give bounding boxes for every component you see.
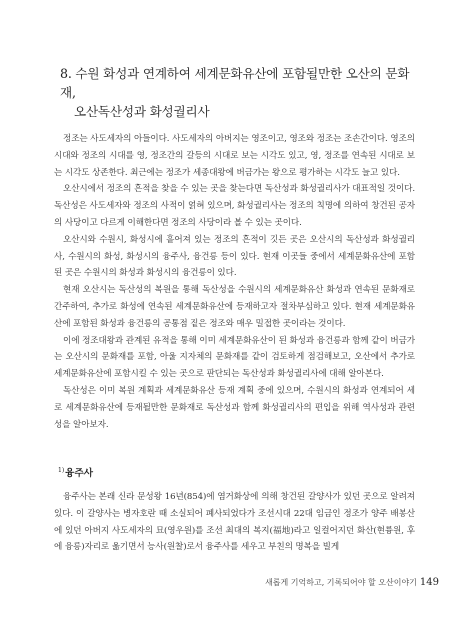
- paragraph: 현재 오산시는 독산성의 복원을 통해 독산성을 수원시의 세계문화유산 화성과 연속된 문화재로 간주하여, 추가로 화성에 연속된 세계문화유산에 등재하고자 절차부심하고 있다. 현재 세계문화유산에 포함된 화성과 융건릉의 공통점 짙은 정조와 매우 밀접한 곳이라는 것이다.: [54, 285, 415, 329]
- footnote-marker: 1): [58, 466, 65, 474]
- subsection-body-text: [54, 489, 415, 556]
- body-text: [54, 131, 415, 433]
- subsection-title: 융주사: [65, 468, 93, 479]
- subsection-heading: [58, 465, 93, 479]
- paragraph: 독산성은 이미 복원 계획과 세계문화유산 등재 계획 중에 있으며, 수원시의 화성과 연계되어 세로 세계문화유산에 등재될만한 문화재로 독산성과 함께 화성궐리사의 편입을 위해 역사성과 관련성을 알아보자.: [54, 385, 415, 430]
- section-heading-line-2: 오산독산성과 화성궐리사: [74, 104, 210, 119]
- section-heading-line-1: 8. 수원 화성과 연계하여 세계문화유산에 포함될만한 오산의 문화재,: [60, 66, 410, 100]
- page-footer: [265, 577, 439, 588]
- page-number: 149: [419, 577, 439, 588]
- section-heading: [60, 64, 420, 121]
- paragraph: 오산시와 수원시, 화성시에 흩어져 있는 정조의 흔적이 깃든 곳은 오산시의 독산성과 화성궐리사, 수원시의 화성, 화성시의 융주사, 융건릉 등이 있다. 현재 이곳들 중에서 세계문화유산에 포함된 곳은 수원시의 화성과 화성시의 융건릉이 있다.: [54, 234, 415, 279]
- paragraph: 정조는 사도세자의 아들이다. 사도세자의 아버지는 영조이고, 영조와 정조는 조손간이다. 영조의 시대와 정조의 시대를 영, 정조간의 갈등의 시대로 보는 시각도 있고, 영, 정조를 연속된 시대로 보는 시각도 상존한다. 최근에는 정조가 세종대왕에 버금가는 왕으로 평가하는 시각도 늘고 있다.: [54, 134, 415, 178]
- paragraph: 융주사는 본래 신라 문성왕 16년(854)에 염거화상에 의해 창건된 갈양사가 있던 곳으로 알려져 있다. 이 갈양사는 병자호란 때 소실되어 폐사되었다가 조선시대 22대 임금인 정조가 양주 배봉산에 있던 아버지 사도세자의 묘(영우원)를 조선 최대의 복지(福地)라고 일컬어지던 화산(현륭원, 후에 융릉)자리로 옮기면서 능사(원찰)로서 융주사를 세우고 부친의 명복을 빌게: [54, 492, 415, 553]
- running-title: 새롭게 기억하고, 기록되어야 할 오산이야기: [265, 578, 417, 587]
- paragraph: 오산시에서 정조의 흔적을 찾을 수 있는 곳을 찾는다면 독산성과 화성궐리사가 대표적일 것이다. 독산성은 사도세자와 정조의 사적이 얽혀 있으며, 화성궐리사는 정조의 칙명에 의하여 창건된 공자의 사당이고 다르게 이해한다면 정조의 사당이라 볼 수 있는 곳이다.: [54, 184, 415, 228]
- paragraph: 이에 정조대왕과 관계된 유적을 통해 이미 세계문화유산이 된 화성과 융건릉과 함께 같이 버금가는 오산시의 문화재를 포함, 아울 지자체의 문화재를 같이 검토하게 점검해보고, 오산에서 추가로 세계문화유산에 포함시킬 수 있는 곳으로 판단되는 독산성과 화성궐리사에 대해 알아본다.: [54, 335, 415, 380]
